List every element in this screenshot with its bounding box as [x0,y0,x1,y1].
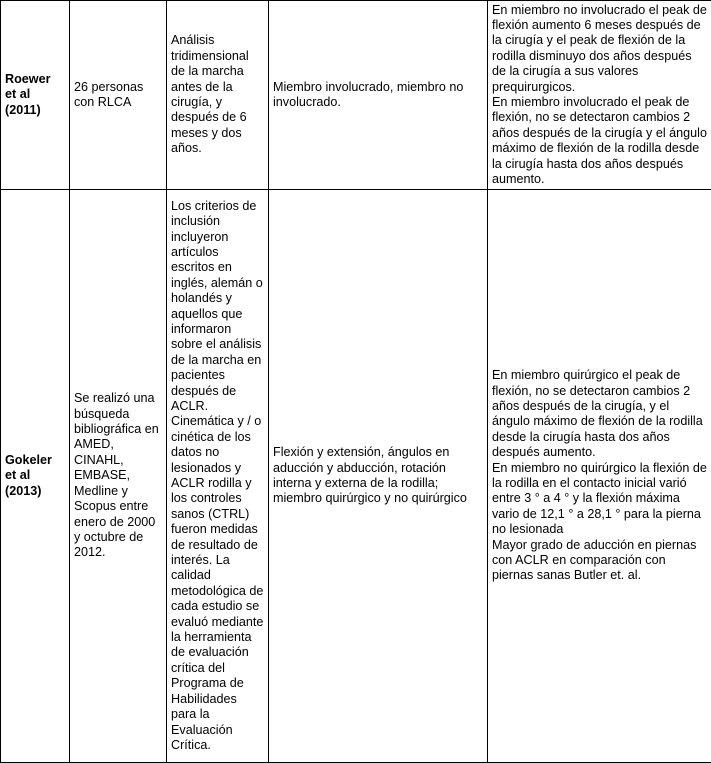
result-paragraph: En miembro no involucrado el peak de flexión aumento 6 meses después de la cirugía y el peak de flexión de la rodilla disminuyo dos años después de la cirugía a sus valores prequirurgicos. [492,3,707,95]
author-cell: Gokeler et al (2013) [1,190,70,763]
table-row [1,1,711,190]
method-cell: Los criterios de inclusión incluyeron artículos escritos en inglés, alemán o holandés y aquellos que informaron sobre el análisis de la marcha en pacientes después de ACLR. Cinemática y / o cinética de los datos no lesionados y ACLR rodilla y los controles sanos (CTRL) fueron medidas de resultado de interés. La calidad metodológica de cada estudio se evaluó mediante la herramienta de evaluación crítica del Programa de Habilidades para la Evaluación Crítica. [167,190,269,763]
results-cell [488,190,711,763]
sample-cell: Se realizó una búsqueda bibliográfica en AMED, CINAHL, EMBASE, Medline y Scopus entre enero de 2000 y octubre de 2012. [70,190,167,763]
method-cell: Análisis tridimensional de la marcha antes de la cirugía, y después de 6 meses y dos años. [167,1,269,190]
author-cell: Roewer et al (2011) [1,1,70,190]
sample-cell: 26 personas con RLCA [70,1,167,190]
result-paragraph: En miembro no quirúrgico la flexión de la rodilla en el contacto inicial varió entre 3 ° a 4 ° y la flexión máxima vario de 12,1 ° a 28,1 ° para la pierna no lesionada [492,461,707,538]
variables-cell: Flexión y extensión, ángulos en aducción y abducción, rotación interna y externa de la rodilla; miembro quirúrgico y no quirúrgico [269,190,488,763]
result-paragraph: En miembro involucrado el peak de flexión, no se detectaron cambios 2 años después de la cirugía y el ángulo máximo de flexión de la rodilla desde la cirugía hasta dos años después aumento. [492,95,707,187]
results-cell [488,1,711,190]
variables-cell: Miembro involucrado, miembro no involucrado. [269,1,488,190]
result-paragraph: En miembro quirúrgico el peak de flexión, no se detectaron cambios 2 años después de la cirugía, y el ángulo máximo de flexión de la rodilla desde la cirugía hasta dos años después aumento. [492,368,707,460]
table-row [1,190,711,763]
result-paragraph: Mayor grado de aducción en piernas con ACLR en comparación con piernas sanas Butler et. al. [492,538,707,584]
